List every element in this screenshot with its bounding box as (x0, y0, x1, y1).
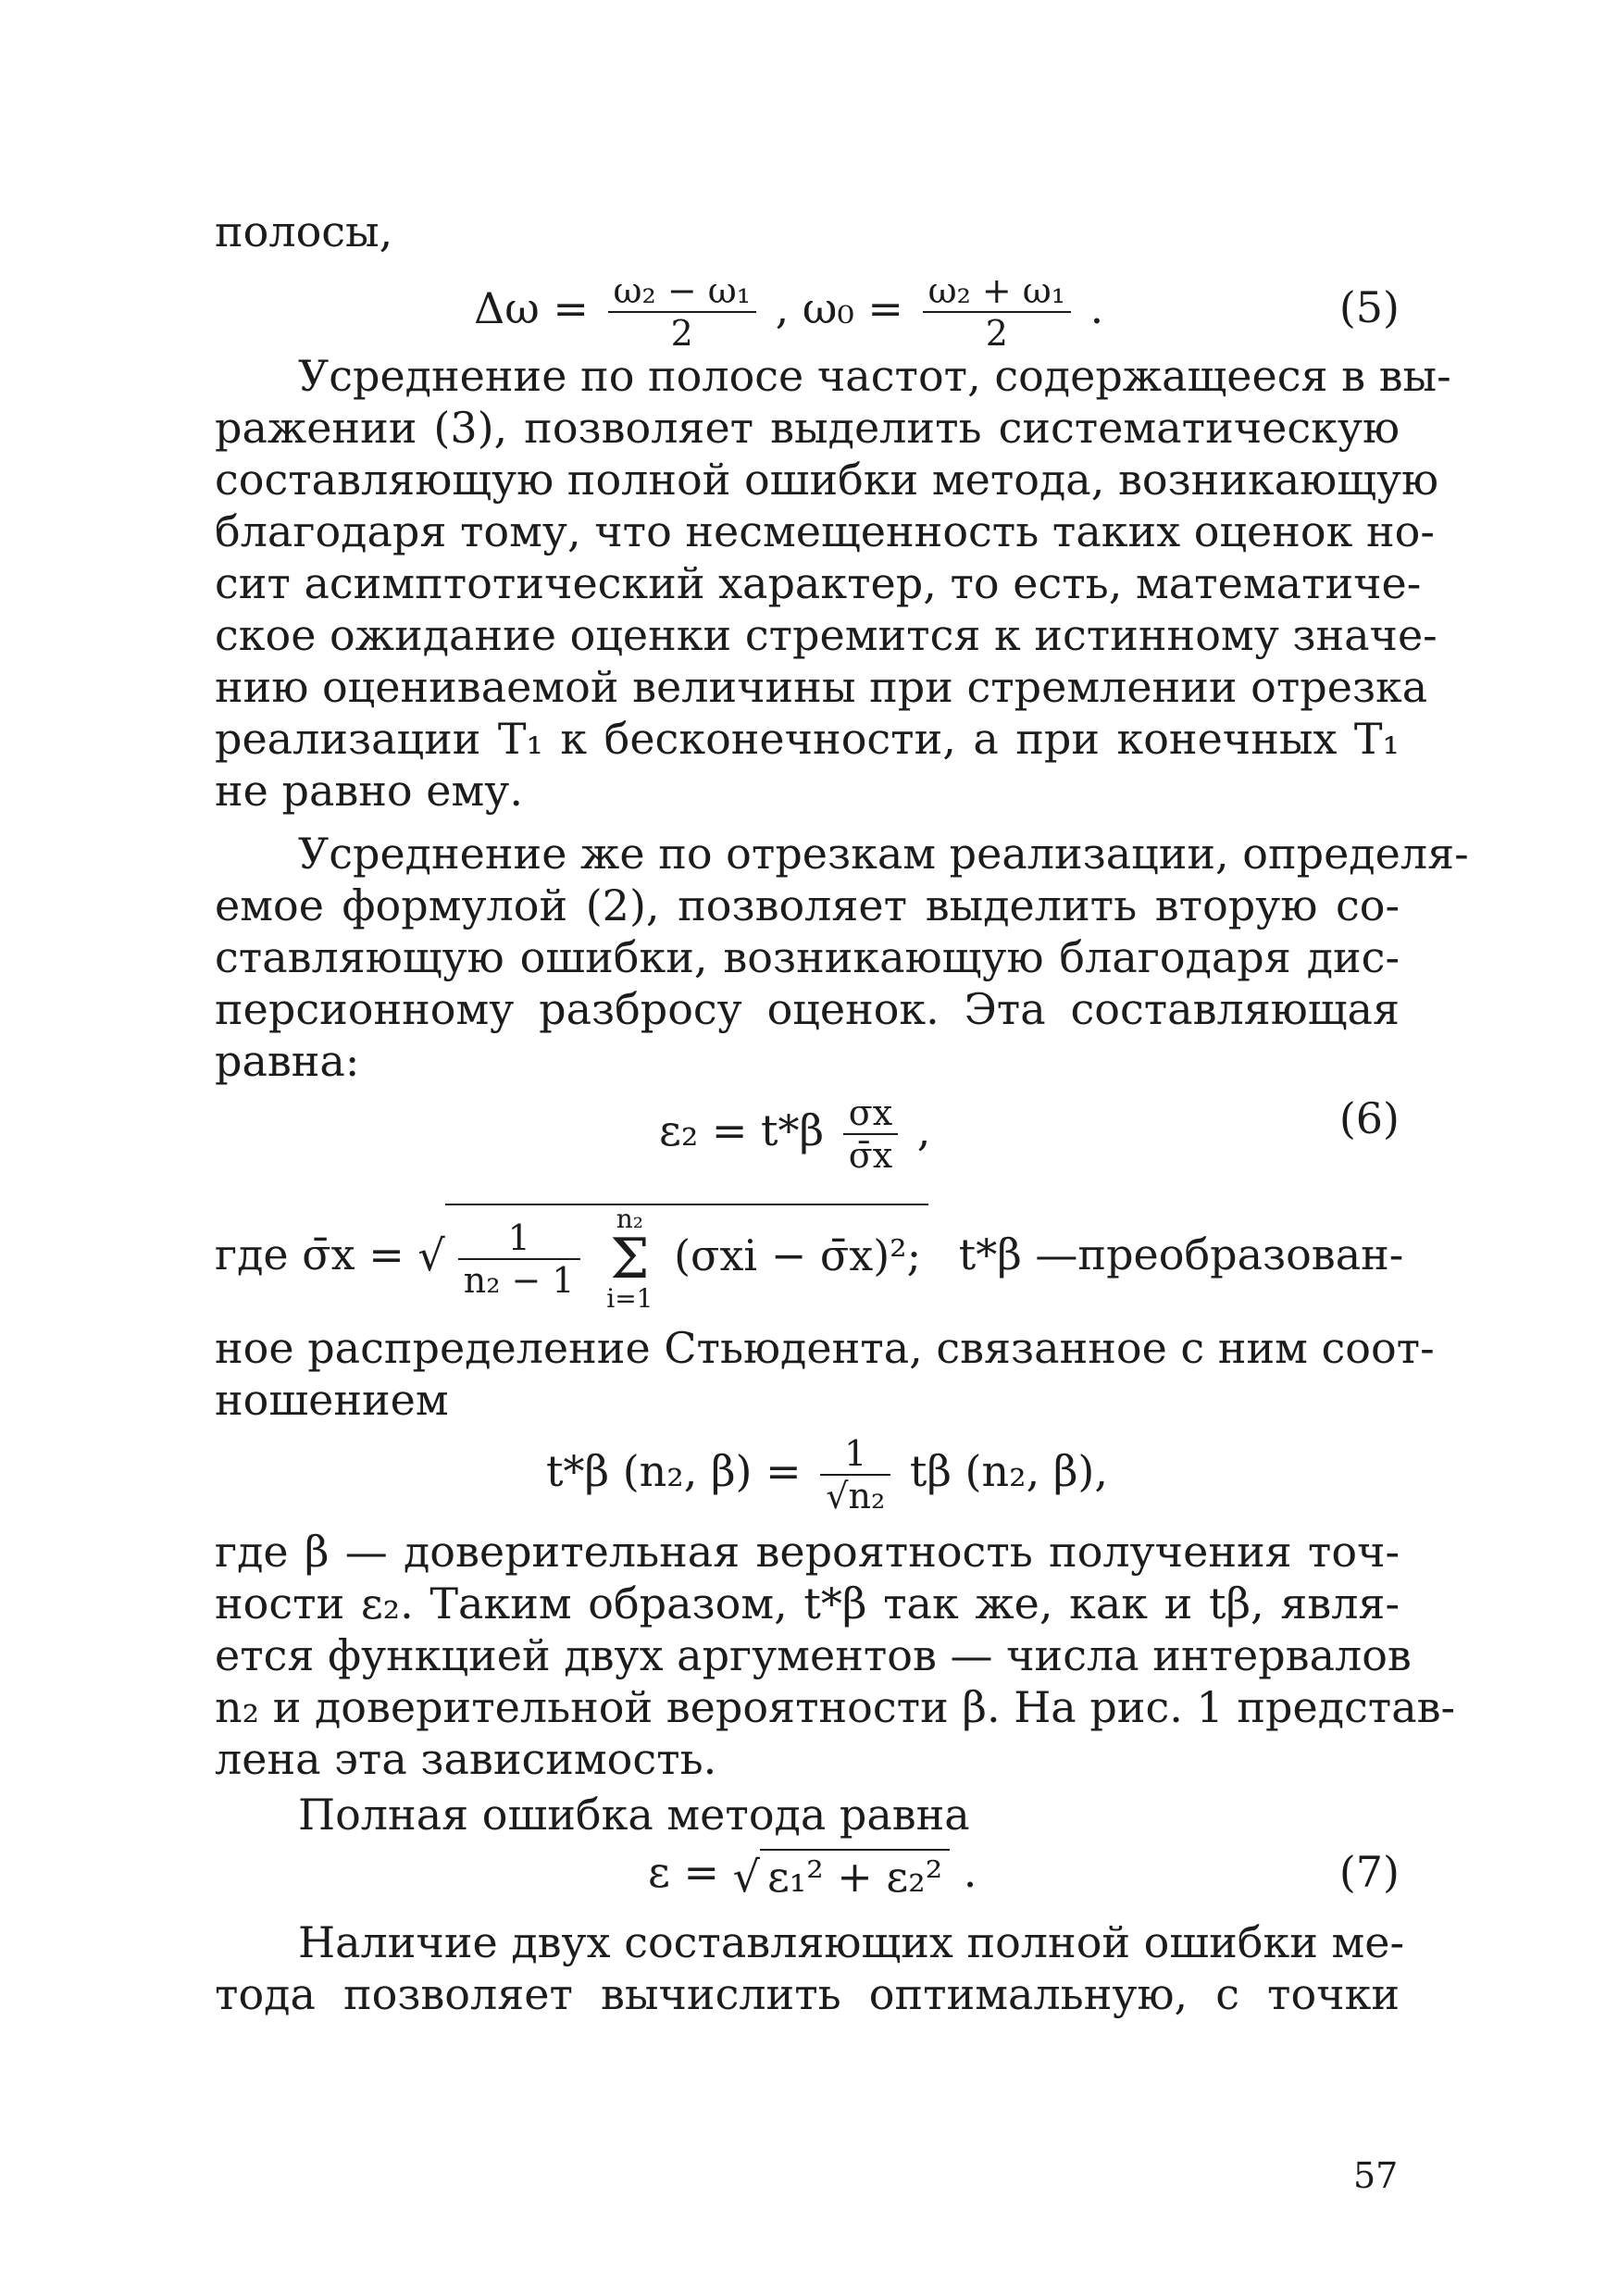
formula-prefix: где σ̄x = (215, 1229, 404, 1279)
formula-6 (659, 1092, 930, 1176)
radicand (445, 1204, 928, 1313)
formula-end: . (963, 1847, 977, 1897)
equation-number: (6) (1338, 1093, 1400, 1143)
text-line: сит асимптотический характер, то есть, математиче- (215, 558, 1422, 608)
formula-student (546, 1433, 1108, 1516)
text-line: емое формулой (2), позволяет выделить вторую со- (215, 880, 1400, 930)
formula-suffix: t*β —преобразован- (958, 1229, 1404, 1279)
text-line: ется функцией двух аргументов — числа интервалов (215, 1630, 1412, 1680)
radical-icon: √ (417, 1230, 445, 1280)
formula-rhs: tβ (n₂, β), (909, 1446, 1108, 1496)
fraction-denominator: 2 (670, 313, 693, 354)
formula-lhs: ε₂ = t*β (659, 1105, 825, 1155)
text-line: ставляющую ошибки, возникающую благодаря дис- (215, 932, 1400, 982)
sum-lower-limit: i=1 (606, 1283, 653, 1314)
text-line: полосы, (215, 206, 393, 256)
fraction (458, 1217, 580, 1301)
sigma-sum-icon: Σ (610, 1227, 650, 1292)
text-line: ское ожидание оценки стремится к истинному значе- (215, 610, 1438, 660)
sum-upper-limit: n₂ (616, 1204, 643, 1234)
text-line: не равно ему. (215, 766, 523, 816)
fraction-denominator: 2 (985, 313, 1008, 354)
fraction-denominator (820, 1476, 890, 1516)
text-line: Усреднение по полосе частот, содержащееся в вы- (298, 351, 1451, 401)
formula-7 (648, 1846, 977, 1903)
formula-end: . (1089, 283, 1104, 333)
fraction (608, 270, 756, 354)
fraction (843, 1092, 898, 1176)
formula-lhs: t*β (n₂, β) = (546, 1446, 802, 1496)
text-line: Усреднение же по отрезкам реализации, определя- (298, 829, 1469, 879)
fraction-numerator: 1 (820, 1433, 890, 1476)
fraction-numerator: σx (843, 1092, 898, 1135)
fraction-denominator: σ̄x (848, 1135, 893, 1176)
text-line: благодаря тому, что несмещенность таких оценок но- (215, 506, 1435, 556)
formula-middle: , ω₀ = (775, 283, 903, 333)
sum-term: (σxi − σ̄x)²; (674, 1230, 922, 1280)
formula-sigma-definition (215, 1204, 1403, 1313)
fraction-numerator: ω₂ + ω₁ (923, 270, 1071, 313)
text-line: ное распределение Стьюдента, связанное с ним соот- (215, 1323, 1435, 1373)
radicand: n₂ (848, 1476, 886, 1516)
square-root (417, 1204, 928, 1313)
text-line: нию оцениваемой величины при стремлении отрезка (215, 662, 1428, 712)
text-line: равна: (215, 1036, 360, 1086)
formula-lhs: Δω = (474, 283, 589, 333)
text-line: персионному разбросу оценок. Эта составляющая (215, 984, 1400, 1034)
formula-end: , (916, 1105, 931, 1155)
fraction (820, 1433, 890, 1516)
text-line: ражении (3), позволяет выделить систематическую (215, 403, 1400, 453)
text-line: лена эта зависимость. (215, 1734, 717, 1784)
equation-number: (7) (1338, 1847, 1400, 1897)
text-line: Наличие двух составляющих полной ошибки ме- (298, 1917, 1405, 1967)
text-line: где β — доверительная вероятность получения точ- (215, 1527, 1400, 1577)
page-number: 57 (1353, 2155, 1399, 2196)
text-line: ности ε₂. Таким образом, t*β так же, как и tβ, явля- (215, 1578, 1400, 1628)
text-line: n₂ и доверительной вероятности β. На рис. 1 представ- (215, 1682, 1456, 1732)
fraction-numerator: 1 (458, 1217, 580, 1260)
text-line: тода позволяет вычислить оптимальную, с точки (215, 1969, 1400, 2019)
text-line: Полная ошибка метода равна (298, 1790, 970, 1840)
summation (606, 1205, 653, 1313)
fraction-denominator: n₂ − 1 (463, 1260, 575, 1301)
square-root (733, 1849, 951, 1903)
radicand: ε₁² + ε₂² (760, 1849, 950, 1903)
radical-icon: √ (732, 1852, 760, 1902)
equation-number: (5) (1338, 282, 1400, 332)
fraction (923, 270, 1071, 354)
fraction-numerator: ω₂ − ω₁ (608, 270, 756, 313)
text-line: ношением (215, 1375, 449, 1425)
formula-5 (474, 270, 1103, 354)
radical-icon: √ (826, 1476, 849, 1516)
formula-lhs: ε = (648, 1847, 719, 1897)
text-line: составляющую полной ошибки метода, возникающую (215, 455, 1439, 505)
text-line: реализации T₁ к бесконечности, а при конечных T₁ (215, 714, 1400, 764)
